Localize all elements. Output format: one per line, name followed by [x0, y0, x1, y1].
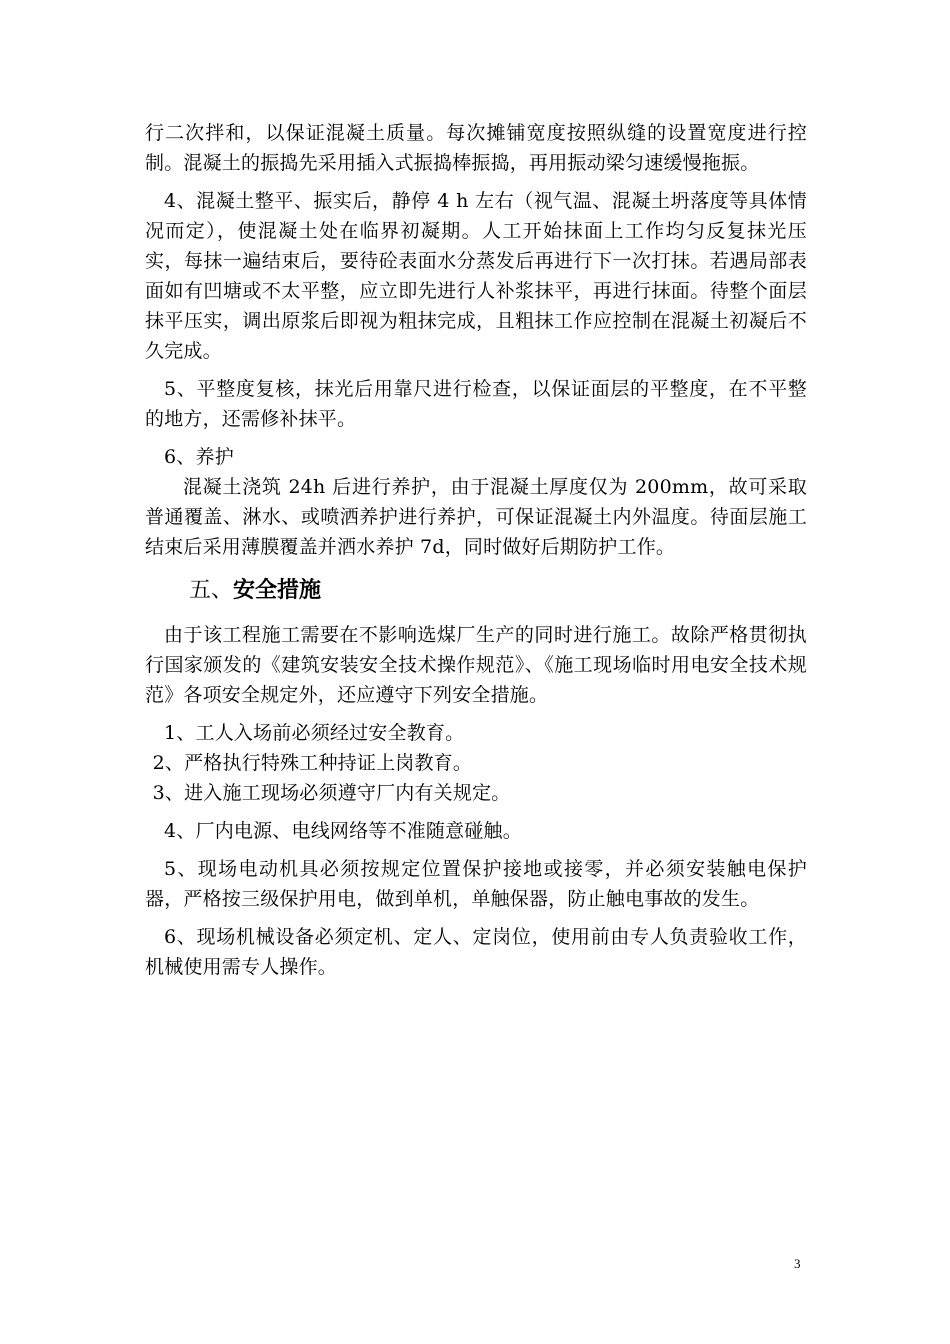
paragraph-leveling: 4、混凝土整平、振实后，静停 4 h 左右（视气温、混凝土坍落度等具体情况而定），使混凝土处在临界初凝期。人工开始抹面上工作均匀反复抹光压实，每抹一遍结束后，要待砼表面水分蒸发后再进行下一次打抹。若遇局部表面如有凹塘或不太平整，应立即先进行人补浆抹平，再进行抹面。待整个面层抹平压实，调出原浆后即视为粗抹完成，且粗抹工作应控制在混凝土初凝后不久完成。 — [145, 190, 807, 362]
safety-item-2: 2、严格执行特殊工种持证上岗教育。 — [152, 752, 473, 774]
page-content — [145, 118, 807, 982]
safety-item-1: 1、工人入场前必须经过安全教育。 — [164, 722, 465, 744]
safety-item-3: 3、进入施工现场必须遵守厂内有关规定。 — [152, 782, 511, 804]
safety-item-5: 5、现场电动机具必须按规定位置保护接地或接零，并必须安装触电保护器，严格按三级保护用电，做到单机，单触保器，防止触电事故的发生。 — [145, 858, 807, 910]
paragraph-flatness-check: 5、平整度复核，抹光后用靠尺进行检查，以保证面层的平整度，在不平整的地方，还需修补抹平。 — [145, 378, 807, 430]
paragraph-mixing: 行二次拌和，以保证混凝土质量。每次摊铺宽度按照纵缝的设置宽度进行控制。混凝土的振捣先采用插入式振捣棒振捣，再用振动梁匀速缓慢拖振。 — [145, 122, 807, 174]
page-number: 3 — [794, 1256, 801, 1271]
section-title: 安全措施 — [233, 578, 322, 603]
safety-item-6: 6、现场机械设备必须定机、定人、定岗位，使用前由专人负责验收工作，机械使用需专人操作。 — [145, 926, 807, 978]
paragraph-curing: 混凝土浇筑 24h 后进行养护，由于混凝土厚度仅为 200mm，故可采取普通覆盖、淋水、或喷洒养护进行养护，可保证混凝土内外温度。待面层施工结束后采用薄膜覆盖并洒水养护 7d，同时做好后期防护工作。 — [145, 476, 807, 558]
paragraph-safety-intro: 由于该工程施工需要在不影响选煤厂生产的同时进行施工。故除严格贯彻执行国家颁发的《建筑安装安全技术操作规范》、《施工现场临时用电安全技术规范》各项安全规定外，还应遵守下列安全措施。 — [145, 624, 807, 706]
section-heading — [145, 574, 807, 608]
section-number: 五、 — [189, 578, 234, 603]
paragraph-curing-heading: 6、养护 — [164, 446, 234, 468]
safety-item-4: 4、厂内电源、电线网络等不准随意碰触。 — [164, 820, 522, 842]
